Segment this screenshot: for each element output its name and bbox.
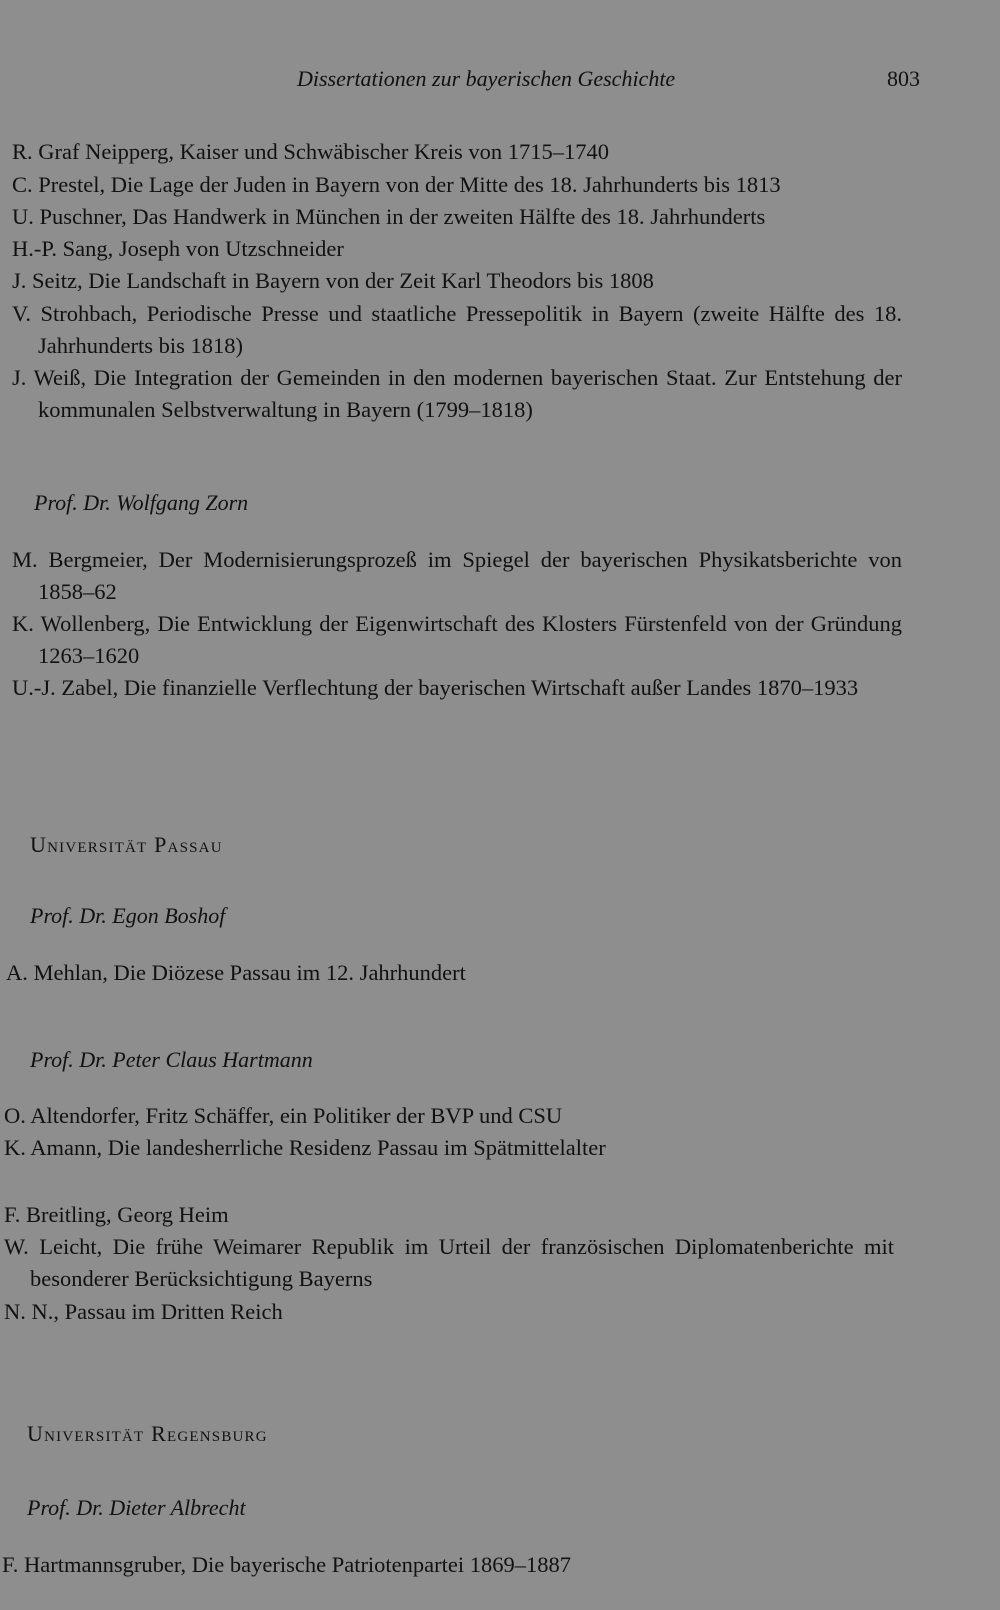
list-item: W. Leicht, Die frühe Weimarer Republik im Urteil der französischen Diplomatenberichte mit besonderer Berücksichtigung Bayerns	[4, 1234, 894, 1291]
list-item: A. Mehlan, Die Diözese Passau im 12. Jahrhundert	[6, 960, 466, 985]
list-item: H.-P. Sang, Joseph von Utzschneider	[12, 236, 344, 261]
list-item: O. Altendorfer, Fritz Schäffer, ein Politiker der BVP und CSU	[4, 1103, 563, 1128]
list-item: F. Breitling, Georg Heim	[4, 1202, 229, 1227]
section-heading: Universität Passau	[30, 832, 223, 857]
professor-heading: Prof. Dr. Egon Boshof	[30, 903, 226, 928]
running-header	[0, 66, 1000, 96]
list-item: C. Prestel, Die Lage der Juden in Bayern von der Mitte des 18. Jahrhunderts bis 1813	[12, 172, 781, 197]
list-item: U. Puschner, Das Handwerk in München in der zweiten Hälfte des 18. Jahrhunderts	[12, 204, 766, 229]
list-item: J. Weiß, Die Integration der Gemeinden in den modernen bayerischen Staat. Zur Entstehung der kommunalen Selbstverwaltung in Bayern (1799–1818)	[12, 365, 902, 422]
professor-heading: Prof. Dr. Dieter Albrecht	[27, 1495, 246, 1520]
list-item: J. Seitz, Die Landschaft in Bayern von der Zeit Karl Theodors bis 1808	[12, 268, 654, 293]
running-title: Dissertationen zur bayerischen Geschichte	[297, 66, 676, 91]
list-item: V. Strohbach, Periodische Presse und staatliche Pressepolitik in Bayern (zweite Hälfte des 18. Jahrhunderts bis 1818)	[12, 301, 902, 358]
page-number: 803	[887, 66, 920, 91]
list-item: M. Bergmeier, Der Modernisierungsprozeß im Spiegel der bayerischen Physikatsberichte von 1858–62	[12, 547, 902, 604]
list-item: N. N., Passau im Dritten Reich	[4, 1299, 283, 1324]
list-item: K. Amann, Die landesherrliche Residenz Passau im Spätmittelalter	[4, 1135, 606, 1160]
list-item: U.-J. Zabel, Die finanzielle Verflechtung der bayerischen Wirtschaft außer Landes 1870–1933	[12, 675, 859, 700]
list-item: R. Graf Neipperg, Kaiser und Schwäbischer Kreis von 1715–1740	[12, 139, 609, 164]
professor-heading: Prof. Dr. Wolfgang Zorn	[34, 490, 249, 515]
professor-heading: Prof. Dr. Peter Claus Hartmann	[30, 1047, 313, 1072]
list-item: F. Hartmannsgruber, Die bayerische Patriotenpartei 1869–1887	[2, 1552, 572, 1577]
list-item: K. Wollenberg, Die Entwicklung der Eigenwirtschaft des Klosters Fürstenfeld von der Gründung 1263–1620	[12, 611, 902, 668]
section-heading: Universität Regensburg	[27, 1421, 268, 1446]
